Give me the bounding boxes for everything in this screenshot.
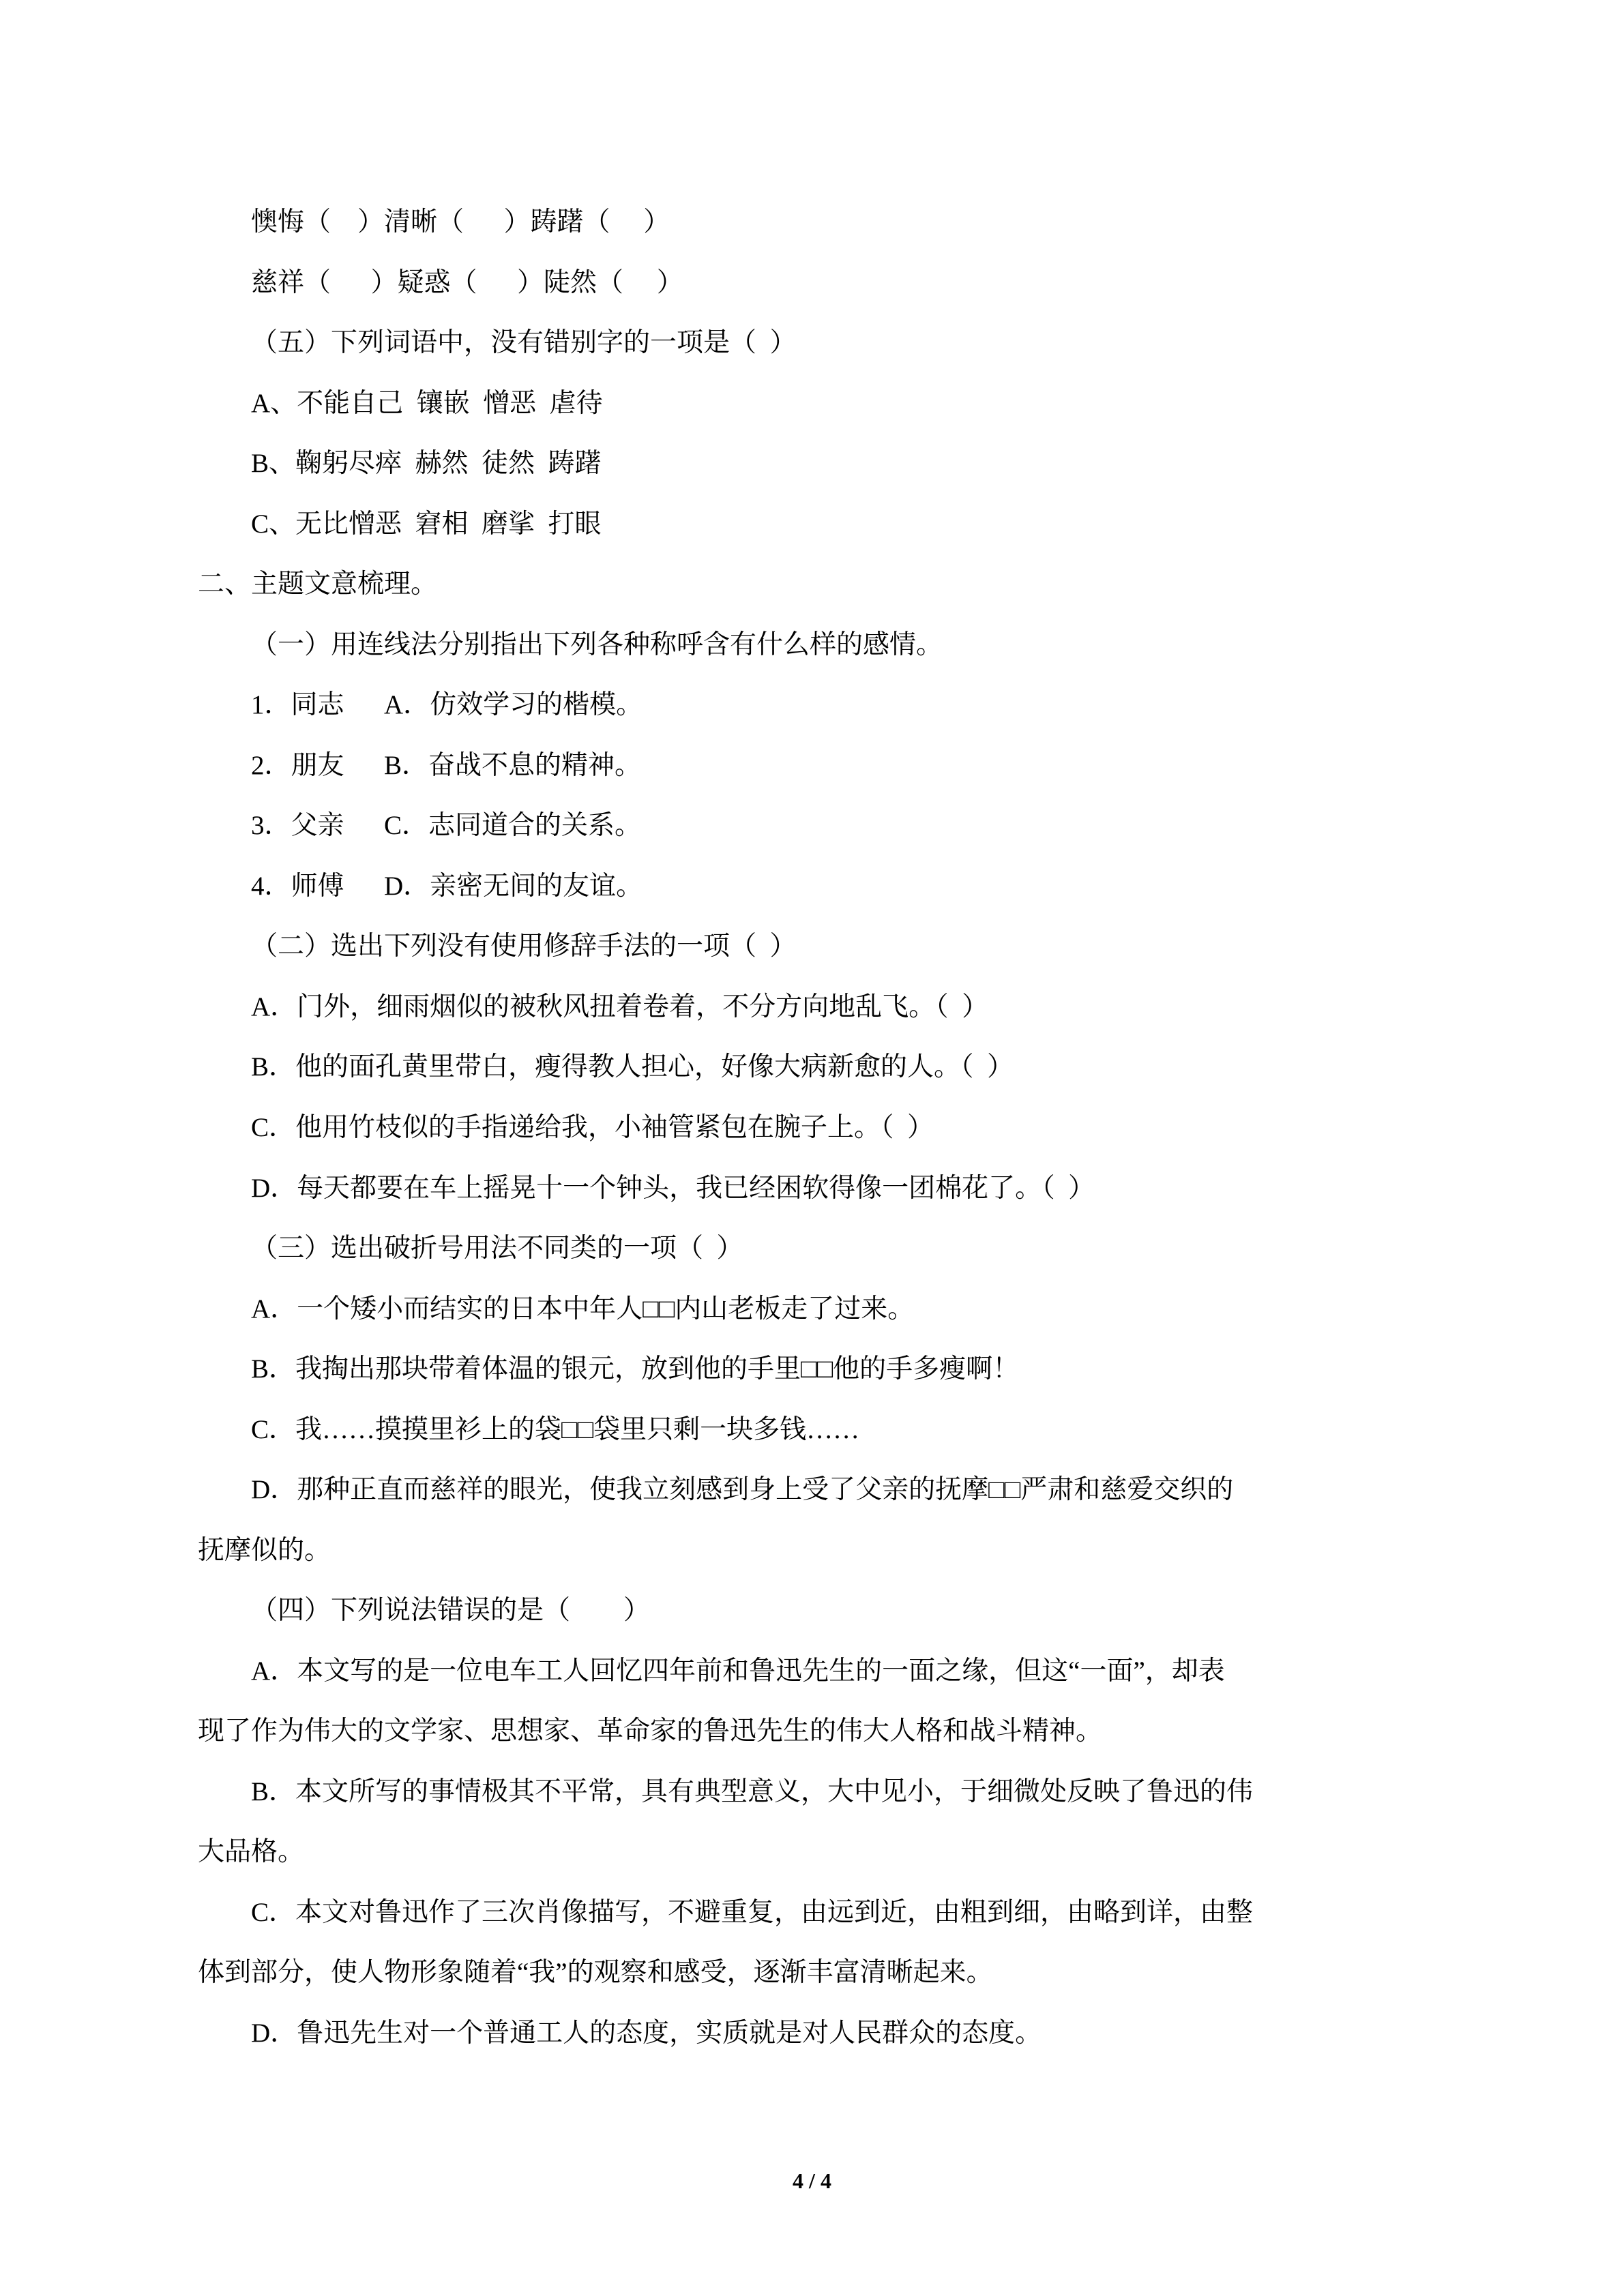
match-row: [198, 741, 1488, 791]
match-left-item: 3．父亲: [251, 811, 344, 841]
option-c: C．他用竹枝似的手指递给我，小袖管紧包在腕子上。（ ）: [251, 1112, 934, 1142]
option-a: A．一个矮小而结实的日本中年人□□内山老板走了过来。: [251, 1294, 915, 1324]
option-c: C．我……摸摸里衫上的袋□□袋里只剩一块多钱……: [251, 1414, 860, 1444]
match-left-item: 4．师傅: [251, 871, 344, 901]
match-right-item: C．志同道合的关系。: [384, 811, 642, 841]
section-heading-two: 二、主题文意梳理。: [198, 569, 438, 599]
text-line: 懊悔（ ）清晰（ ）踌躇（ ）: [251, 207, 670, 237]
option-b: B．他的面孔黄里带白，瘦得教人担心，好像大病新愈的人。（ ）: [251, 1052, 1014, 1082]
option-b: B．我掏出那块带着体温的银元，放到他的手里□□他的手多瘦啊！: [251, 1354, 1020, 1384]
option-a: A．本文写的是一位电车工人回忆四年前和鲁迅先生的一面之缘，但这“一面”，却表: [251, 1656, 1225, 1686]
option-c-continued: 体到部分，使人物形象随着“我”的观察和感受，逐渐丰富清晰起来。: [198, 1958, 993, 1988]
option-c: C、无比憎恶 窘相 磨挲 打眼: [251, 509, 602, 539]
option-a: A、不能自己 镶嵌 憎恶 虐待: [251, 388, 603, 418]
option-b-continued: 大品格。: [198, 1837, 305, 1867]
match-left-item: 2．朋友: [251, 750, 344, 780]
match-right-item: A．仿效学习的楷模。: [384, 690, 643, 720]
option-d: D．鲁迅先生对一个普通工人的态度，实质就是对人民群众的态度。: [251, 2018, 1042, 2048]
option-d: D．每天都要在车上摇晃十一个钟头，我已经困软得像一团棉花了。（ ）: [251, 1173, 1095, 1203]
option-a: A．门外，细雨烟似的被秋风扭着卷着，不分方向地乱飞。（ ）: [251, 992, 989, 1022]
subsection-four-prompt: （四）下列说法错误的是（ ）: [251, 1596, 651, 1626]
subsection-three-prompt: （三）选出破折号用法不同类的一项（ ）: [251, 1234, 743, 1264]
text-line: 慈祥（ ）疑惑（ ）陡然（ ）: [251, 267, 683, 297]
match-row: [198, 801, 1488, 851]
match-left-item: 1．同志: [251, 690, 344, 720]
option-d-continued: 抚摩似的。: [198, 1535, 331, 1565]
match-right-item: D．亲密无间的友谊。: [384, 871, 643, 901]
option-b: B、鞠躬尽瘁 赫然 徒然 踌躇: [251, 449, 602, 479]
match-row: [198, 681, 1488, 730]
option-c: C．本文对鲁迅作了三次肖像描写，不避重复，由远到近，由粗到细，由略到详，由整: [251, 1897, 1254, 1927]
option-d: D．那种正直而慈祥的眼光，使我立刻感到身上受了父亲的抚摩□□严肃和慈爱交织的: [251, 1475, 1234, 1505]
subsection-two-prompt: （二）选出下列没有使用修辞手法的一项（ ）: [251, 931, 797, 961]
question-prompt-5: （五）下列词语中，没有错别字的一项是（ ）: [251, 328, 797, 358]
match-right-item: B．奋战不息的精神。: [384, 750, 642, 780]
page-number: 4 / 4: [793, 2168, 831, 2193]
option-b: B．本文所写的事情极其不平常，具有典型意义，大中见小，于细微处反映了鲁迅的伟: [251, 1776, 1254, 1806]
option-a-continued: 现了作为伟大的文学家、思想家、革命家的鲁迅先生的伟大人格和战斗精神。: [198, 1716, 1103, 1746]
subsection-one-prompt: （一）用连线法分别指出下列各种称呼含有什么样的感情。: [251, 629, 943, 659]
document-body: [198, 198, 1488, 2058]
match-row: [198, 862, 1488, 912]
